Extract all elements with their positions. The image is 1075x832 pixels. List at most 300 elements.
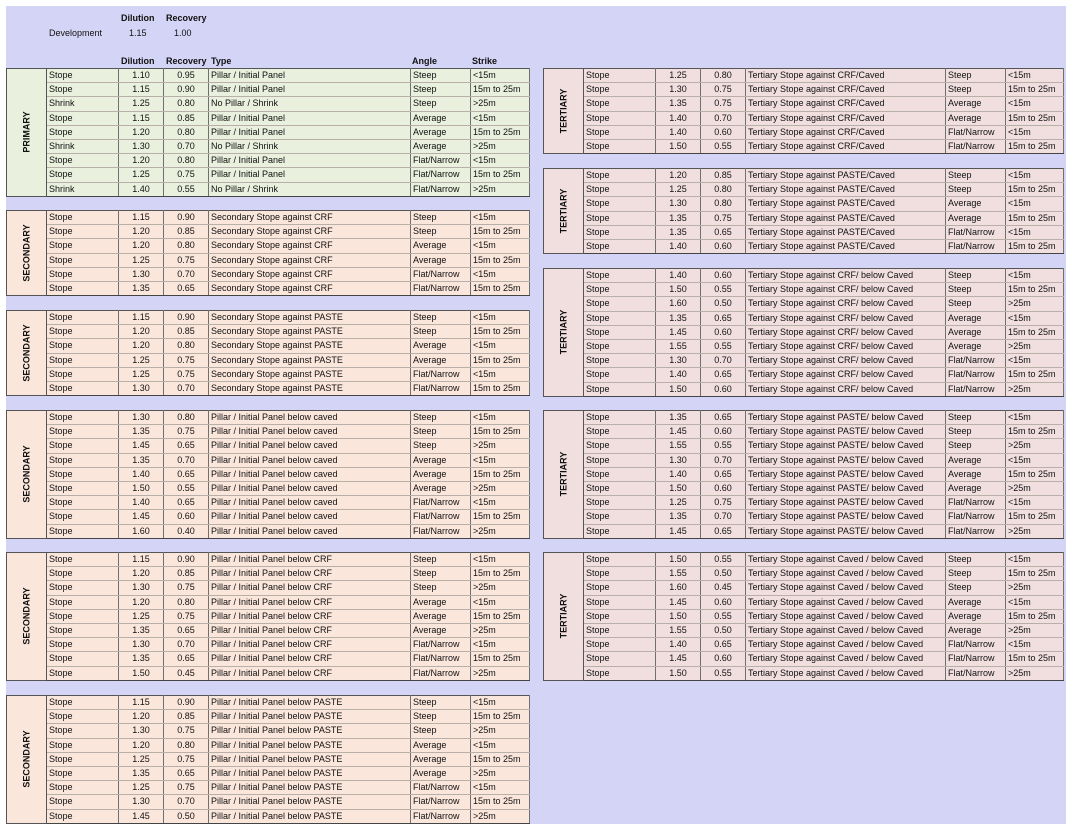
angle-cell: Average	[411, 609, 471, 623]
dilution-cell: 1.20	[119, 239, 164, 253]
angle-cell: Flat/Narrow	[946, 652, 1006, 666]
type-cell: Secondary Stope against PASTE	[209, 381, 411, 395]
table-row	[544, 83, 1064, 97]
recovery-cell: 0.45	[164, 666, 209, 680]
type-cell: Pillar / Initial Panel	[209, 168, 411, 182]
dilution-cell: 1.20	[119, 710, 164, 724]
table-row	[7, 225, 530, 239]
table-row	[544, 111, 1064, 125]
angle-cell: Steep	[411, 581, 471, 595]
table-row	[7, 766, 530, 780]
type-cell: Secondary Stope against CRF	[209, 211, 411, 225]
table-row	[7, 553, 530, 567]
strike-cell: >25m	[471, 666, 530, 680]
table-row	[544, 211, 1064, 225]
strike-cell: <15m	[471, 496, 530, 510]
right-block-5	[543, 552, 1064, 681]
table-row	[544, 354, 1064, 368]
dilution-cell: 1.35	[119, 766, 164, 780]
recovery-cell: 0.75	[164, 609, 209, 623]
table-row	[544, 139, 1064, 153]
category-label: SECONDARY	[21, 587, 31, 645]
type-cell: Tertiary Stope against Caved / below Caved	[746, 595, 946, 609]
angle-cell: Average	[411, 453, 471, 467]
method-cell: Stope	[47, 652, 119, 666]
method-cell: Stope	[584, 411, 656, 425]
table-row	[7, 211, 530, 225]
recovery-cell: 0.80	[164, 125, 209, 139]
development-recovery: 1.00	[174, 28, 192, 38]
dilution-cell: 1.20	[119, 339, 164, 353]
right-block-1	[543, 68, 1064, 154]
table-row	[544, 439, 1064, 453]
angle-cell: Average	[946, 609, 1006, 623]
type-cell: Pillar / Initial Panel below caved	[209, 425, 411, 439]
angle-cell: Steep	[946, 169, 1006, 183]
type-cell: Tertiary Stope against Caved / below Caved	[746, 638, 946, 652]
dilution-cell: 1.45	[656, 595, 701, 609]
method-cell: Stope	[47, 154, 119, 168]
method-cell: Stope	[584, 425, 656, 439]
recovery-cell: 0.65	[164, 623, 209, 637]
dilution-cell: 1.15	[119, 211, 164, 225]
dilution-cell: 1.50	[119, 481, 164, 495]
type-cell: Tertiary Stope against CRF/Caved	[746, 111, 946, 125]
strike-cell: >25m	[471, 481, 530, 495]
data-table	[543, 268, 1064, 397]
type-cell: Pillar / Initial Panel below caved	[209, 467, 411, 481]
strike-cell: <15m	[471, 595, 530, 609]
recovery-cell: 0.65	[164, 766, 209, 780]
strike-cell: 15m to 25m	[471, 510, 530, 524]
strike-cell: <15m	[1006, 595, 1064, 609]
header-dilution-label: Dilution	[121, 13, 155, 23]
dilution-cell: 1.25	[119, 168, 164, 182]
type-cell: Pillar / Initial Panel below PASTE	[209, 766, 411, 780]
method-cell: Shrink	[47, 139, 119, 153]
recovery-cell: 0.80	[701, 69, 746, 83]
table-row	[544, 638, 1064, 652]
type-cell: Pillar / Initial Panel	[209, 111, 411, 125]
recovery-cell: 0.65	[164, 652, 209, 666]
method-cell: Stope	[47, 623, 119, 637]
table-row	[7, 83, 530, 97]
angle-cell: Average	[946, 595, 1006, 609]
method-cell: Stope	[584, 623, 656, 637]
strike-cell: >25m	[471, 623, 530, 637]
type-cell: Tertiary Stope against Caved / below Caved	[746, 581, 946, 595]
method-cell: Stope	[584, 339, 656, 353]
method-cell: Stope	[47, 339, 119, 353]
recovery-cell: 0.50	[701, 623, 746, 637]
angle-cell: Average	[411, 481, 471, 495]
type-cell: Tertiary Stope against PASTE/Caved	[746, 183, 946, 197]
method-cell: Stope	[47, 724, 119, 738]
type-cell: Secondary Stope against CRF	[209, 253, 411, 267]
method-cell: Stope	[47, 281, 119, 295]
method-cell: Stope	[47, 481, 119, 495]
recovery-cell: 0.80	[164, 411, 209, 425]
dilution-cell: 1.15	[119, 311, 164, 325]
dilution-cell: 1.20	[119, 154, 164, 168]
angle-cell: Flat/Narrow	[411, 638, 471, 652]
method-cell: Stope	[47, 781, 119, 795]
strike-cell: 15m to 25m	[1006, 567, 1064, 581]
table-row	[544, 169, 1064, 183]
type-cell: Pillar / Initial Panel below PASTE	[209, 781, 411, 795]
dilution-cell: 1.35	[119, 281, 164, 295]
strike-cell: <15m	[471, 211, 530, 225]
angle-cell: Flat/Narrow	[946, 638, 1006, 652]
dilution-cell: 1.40	[656, 111, 701, 125]
type-cell: Pillar / Initial Panel below CRF	[209, 581, 411, 595]
recovery-cell: 0.90	[164, 696, 209, 710]
dilution-cell: 1.40	[119, 182, 164, 196]
table-row	[7, 154, 530, 168]
angle-cell: Steep	[411, 439, 471, 453]
dilution-cell: 1.15	[119, 553, 164, 567]
table-row	[544, 325, 1064, 339]
dilution-cell: 1.20	[119, 738, 164, 752]
type-cell: Tertiary Stope against PASTE/ below Caved	[746, 439, 946, 453]
type-cell: Tertiary Stope against CRF/ below Caved	[746, 339, 946, 353]
recovery-cell: 0.85	[164, 225, 209, 239]
dilution-cell: 1.50	[656, 666, 701, 680]
recovery-cell: 0.60	[701, 595, 746, 609]
method-cell: Shrink	[47, 182, 119, 196]
angle-cell: Average	[411, 125, 471, 139]
type-cell: Tertiary Stope against CRF/ below Caved	[746, 297, 946, 311]
left-block-5	[6, 552, 530, 681]
strike-cell: <15m	[471, 453, 530, 467]
table-row	[544, 283, 1064, 297]
recovery-cell: 0.55	[701, 553, 746, 567]
type-cell: No Pillar / Shrink	[209, 139, 411, 153]
type-cell: Pillar / Initial Panel below PASTE	[209, 710, 411, 724]
table-row	[544, 425, 1064, 439]
category-label: TERTIARY	[558, 188, 568, 234]
angle-cell: Average	[946, 111, 1006, 125]
method-cell: Stope	[584, 125, 656, 139]
method-cell: Stope	[584, 97, 656, 111]
right-block-2	[543, 168, 1064, 254]
method-cell: Stope	[47, 83, 119, 97]
method-cell: Stope	[47, 666, 119, 680]
type-cell: Secondary Stope against PASTE	[209, 339, 411, 353]
angle-cell: Steep	[946, 69, 1006, 83]
type-cell: Tertiary Stope against CRF/Caved	[746, 97, 946, 111]
dilution-cell: 1.25	[119, 367, 164, 381]
recovery-cell: 0.65	[701, 311, 746, 325]
dilution-cell: 1.15	[119, 111, 164, 125]
type-cell: Pillar / Initial Panel below CRF	[209, 652, 411, 666]
type-cell: No Pillar / Shrink	[209, 182, 411, 196]
angle-cell: Flat/Narrow	[411, 809, 471, 823]
recovery-cell: 0.85	[164, 710, 209, 724]
dilution-cell: 1.30	[119, 638, 164, 652]
table-row	[7, 111, 530, 125]
method-cell: Stope	[47, 267, 119, 281]
dilution-cell: 1.30	[119, 267, 164, 281]
recovery-cell: 0.70	[701, 354, 746, 368]
type-cell: Secondary Stope against CRF	[209, 267, 411, 281]
angle-cell: Steep	[411, 325, 471, 339]
data-table	[543, 410, 1064, 539]
dilution-cell: 1.45	[119, 809, 164, 823]
method-cell: Stope	[584, 169, 656, 183]
method-cell: Stope	[584, 225, 656, 239]
recovery-cell: 0.80	[164, 595, 209, 609]
development-dilution: 1.15	[129, 28, 147, 38]
type-cell: Tertiary Stope against Caved / below Caved	[746, 567, 946, 581]
type-cell: Tertiary Stope against CRF/ below Caved	[746, 354, 946, 368]
dilution-cell: 1.55	[656, 567, 701, 581]
recovery-cell: 0.90	[164, 311, 209, 325]
method-cell: Stope	[47, 752, 119, 766]
recovery-cell: 0.80	[701, 183, 746, 197]
angle-cell: Average	[946, 311, 1006, 325]
table-row	[7, 781, 530, 795]
table-row	[7, 696, 530, 710]
method-cell: Stope	[47, 510, 119, 524]
table-row	[7, 168, 530, 182]
method-cell: Stope	[584, 581, 656, 595]
table-row	[7, 353, 530, 367]
recovery-cell: 0.55	[701, 283, 746, 297]
method-cell: Stope	[584, 467, 656, 481]
recovery-cell: 0.75	[164, 781, 209, 795]
type-cell: Pillar / Initial Panel below PASTE	[209, 738, 411, 752]
angle-cell: Flat/Narrow	[411, 267, 471, 281]
table-row	[544, 666, 1064, 680]
table-row	[7, 623, 530, 637]
dilution-cell: 1.40	[656, 638, 701, 652]
angle-cell: Steep	[946, 269, 1006, 283]
table-row	[544, 652, 1064, 666]
method-cell: Stope	[47, 453, 119, 467]
strike-cell: >25m	[1006, 297, 1064, 311]
angle-cell: Steep	[411, 696, 471, 710]
dilution-cell: 1.55	[656, 339, 701, 353]
strike-cell: <15m	[1006, 354, 1064, 368]
table-row	[544, 581, 1064, 595]
method-cell: Stope	[47, 496, 119, 510]
strike-cell: <15m	[1006, 169, 1064, 183]
method-cell: Shrink	[47, 97, 119, 111]
strike-cell: >25m	[1006, 623, 1064, 637]
left-block-4	[6, 410, 530, 539]
dilution-cell: 1.50	[656, 481, 701, 495]
type-cell: Pillar / Initial Panel below PASTE	[209, 795, 411, 809]
angle-cell: Steep	[411, 225, 471, 239]
strike-cell: <15m	[471, 267, 530, 281]
strike-cell: <15m	[1006, 311, 1064, 325]
data-table	[6, 410, 530, 539]
table-row	[7, 724, 530, 738]
recovery-cell: 0.75	[164, 168, 209, 182]
angle-cell: Flat/Narrow	[411, 154, 471, 168]
category-cell	[544, 69, 584, 154]
method-cell: Stope	[47, 710, 119, 724]
angle-cell: Average	[411, 139, 471, 153]
strike-cell: <15m	[471, 696, 530, 710]
angle-cell: Steep	[411, 553, 471, 567]
angle-cell: Flat/Narrow	[411, 781, 471, 795]
table-row	[7, 267, 530, 281]
method-cell: Stope	[47, 411, 119, 425]
recovery-cell: 0.50	[701, 297, 746, 311]
table-row	[7, 496, 530, 510]
table-row	[544, 382, 1064, 396]
table-row	[7, 652, 530, 666]
category-cell	[7, 311, 47, 396]
dilution-cell: 1.50	[656, 382, 701, 396]
recovery-cell: 0.70	[164, 795, 209, 809]
method-cell: Stope	[47, 225, 119, 239]
strike-cell: 15m to 25m	[471, 752, 530, 766]
category-cell	[7, 553, 47, 681]
angle-cell: Average	[411, 353, 471, 367]
recovery-cell: 0.75	[701, 97, 746, 111]
table-row	[544, 453, 1064, 467]
strike-cell: >25m	[471, 139, 530, 153]
dilution-cell: 1.35	[119, 453, 164, 467]
header-recovery-label: Recovery	[166, 13, 207, 23]
recovery-cell: 0.65	[164, 281, 209, 295]
dilution-cell: 1.25	[119, 253, 164, 267]
strike-cell: 15m to 25m	[1006, 283, 1064, 297]
type-cell: Pillar / Initial Panel below caved	[209, 439, 411, 453]
dilution-cell: 1.35	[656, 211, 701, 225]
recovery-cell: 0.75	[164, 353, 209, 367]
table-row	[544, 567, 1064, 581]
strike-cell: <15m	[1006, 125, 1064, 139]
angle-cell: Steep	[411, 411, 471, 425]
dilution-cell: 1.50	[656, 609, 701, 623]
column-header-angle: Angle	[412, 56, 438, 66]
category-label: PRIMARY	[21, 111, 31, 153]
angle-cell: Steep	[946, 567, 1006, 581]
method-cell: Stope	[47, 581, 119, 595]
type-cell: Tertiary Stope against Caved / below Caved	[746, 623, 946, 637]
strike-cell: 15m to 25m	[471, 325, 530, 339]
data-table	[6, 210, 530, 296]
type-cell: Tertiary Stope against CRF/Caved	[746, 125, 946, 139]
recovery-cell: 0.70	[164, 139, 209, 153]
recovery-cell: 0.60	[701, 382, 746, 396]
method-cell: Stope	[584, 481, 656, 495]
type-cell: Tertiary Stope against CRF/Caved	[746, 83, 946, 97]
table-row	[7, 809, 530, 823]
table-row	[544, 595, 1064, 609]
method-cell: Stope	[584, 297, 656, 311]
type-cell: Pillar / Initial Panel below CRF	[209, 666, 411, 680]
recovery-cell: 0.80	[164, 97, 209, 111]
dilution-cell: 1.30	[119, 795, 164, 809]
angle-cell: Flat/Narrow	[411, 652, 471, 666]
table-row	[7, 666, 530, 680]
dilution-cell: 1.25	[119, 781, 164, 795]
table-row	[544, 510, 1064, 524]
category-cell	[7, 69, 47, 197]
method-cell: Stope	[584, 83, 656, 97]
table-row	[7, 795, 530, 809]
angle-cell: Flat/Narrow	[411, 281, 471, 295]
method-cell: Stope	[47, 595, 119, 609]
strike-cell: <15m	[471, 69, 530, 83]
category-label: TERTIARY	[558, 88, 568, 134]
method-cell: Stope	[584, 111, 656, 125]
angle-cell: Average	[946, 339, 1006, 353]
recovery-cell: 0.90	[164, 211, 209, 225]
dilution-cell: 1.30	[119, 411, 164, 425]
table-row	[544, 183, 1064, 197]
dilution-cell: 1.30	[119, 381, 164, 395]
recovery-cell: 0.50	[701, 567, 746, 581]
strike-cell: >25m	[471, 724, 530, 738]
recovery-cell: 0.65	[164, 439, 209, 453]
dilution-cell: 1.40	[656, 368, 701, 382]
recovery-cell: 0.75	[701, 83, 746, 97]
strike-cell: >25m	[1006, 666, 1064, 680]
type-cell: No Pillar / Shrink	[209, 97, 411, 111]
recovery-cell: 0.75	[701, 211, 746, 225]
dilution-cell: 1.20	[656, 169, 701, 183]
recovery-cell: 0.60	[701, 325, 746, 339]
angle-cell: Flat/Narrow	[946, 524, 1006, 538]
dilution-cell: 1.35	[656, 311, 701, 325]
recovery-cell: 0.65	[701, 638, 746, 652]
strike-cell: <15m	[1006, 197, 1064, 211]
recovery-cell: 0.65	[164, 496, 209, 510]
type-cell: Tertiary Stope against CRF/ below Caved	[746, 269, 946, 283]
angle-cell: Flat/Narrow	[411, 367, 471, 381]
method-cell: Stope	[47, 467, 119, 481]
type-cell: Tertiary Stope against Caved / below Caved	[746, 652, 946, 666]
dilution-cell: 1.25	[656, 183, 701, 197]
data-table	[6, 310, 530, 396]
strike-cell: 15m to 25m	[471, 425, 530, 439]
dilution-cell: 1.45	[119, 439, 164, 453]
recovery-cell: 0.55	[701, 666, 746, 680]
strike-cell: 15m to 25m	[1006, 368, 1064, 382]
category-label: TERTIARY	[558, 310, 568, 355]
table-row	[7, 367, 530, 381]
strike-cell: 15m to 25m	[471, 125, 530, 139]
recovery-cell: 0.70	[164, 381, 209, 395]
recovery-cell: 0.60	[701, 239, 746, 253]
type-cell: Tertiary Stope against PASTE/Caved	[746, 225, 946, 239]
recovery-cell: 0.55	[164, 182, 209, 196]
dilution-cell: 1.55	[656, 623, 701, 637]
method-cell: Stope	[47, 553, 119, 567]
method-cell: Stope	[47, 381, 119, 395]
category-cell	[7, 411, 47, 539]
table-row	[544, 496, 1064, 510]
angle-cell: Average	[946, 197, 1006, 211]
dilution-cell: 1.50	[656, 283, 701, 297]
strike-cell: >25m	[471, 524, 530, 538]
strike-cell: 15m to 25m	[471, 353, 530, 367]
angle-cell: Average	[411, 766, 471, 780]
recovery-cell: 0.85	[164, 567, 209, 581]
category-cell	[544, 169, 584, 254]
angle-cell: Steep	[946, 581, 1006, 595]
type-cell: Tertiary Stope against CRF/Caved	[746, 69, 946, 83]
dilution-cell: 1.50	[656, 139, 701, 153]
table-row	[544, 225, 1064, 239]
type-cell: Secondary Stope against PASTE	[209, 325, 411, 339]
